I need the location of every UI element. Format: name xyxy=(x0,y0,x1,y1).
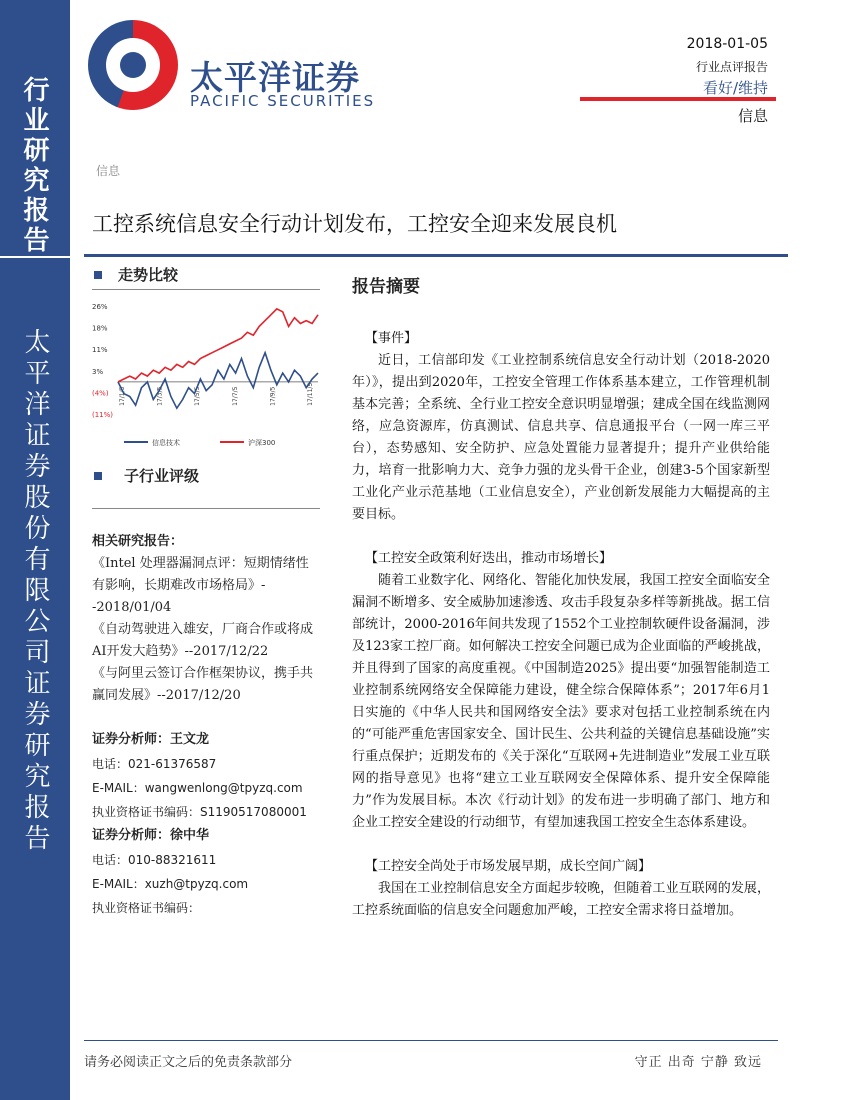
footer-disclaimer: 请务必阅读正文之后的免责条款部分 xyxy=(84,1055,293,1070)
title-rule xyxy=(84,254,788,257)
y-tick-label: (4%) xyxy=(92,389,109,398)
section-head: 【工控安全政策利好迭出，推动市场增长】 xyxy=(365,551,613,566)
sub-rating-rule xyxy=(92,508,320,509)
related-list xyxy=(92,553,320,707)
analyst-cert: 执业资格证书编码： xyxy=(92,901,201,915)
report-type: 行业点评报告 xyxy=(695,60,768,74)
y-tick-label: 11% xyxy=(92,346,108,355)
section-head: 【工控安全尚处于市场发展早期，成长空间广阔】 xyxy=(365,859,652,874)
trend-chart-svg xyxy=(90,296,326,456)
analyst-email[interactable]: E-MAIL：wangwenlong@tpyzq.com xyxy=(92,781,303,795)
sidebar-bottom-label: 太平洋证券股份有限公司证券研究报告 xyxy=(20,328,50,855)
x-tick-label: 17/3/5 xyxy=(156,386,164,406)
related-report-item[interactable]: 《Intel 处理器漏洞点评：短期情绪性有影响，长期难改市场格局》--2018/01/04 xyxy=(92,556,309,615)
section-head: 【事件】 xyxy=(365,331,418,346)
header-red-rule xyxy=(580,97,776,101)
sidebar-top xyxy=(0,0,70,258)
footer-motto: 守正 出奇 宁静 致远 xyxy=(634,1055,762,1070)
y-tick-label: 18% xyxy=(92,324,108,333)
legend-label: 信息技术 xyxy=(152,439,180,447)
analyst-name: 证券分析师：徐中华 xyxy=(92,828,210,843)
analyst-phone: 电话：021-61376587 xyxy=(92,757,217,771)
analyst-cert: 执业资格证书编码：S1190517080001 xyxy=(92,805,307,819)
footer-rule xyxy=(84,1040,778,1041)
section-paragraph: 随着工业数字化、网络化、智能化加快发展，我国工控安全面临安全漏洞不断增多、安全威胁加速渗透、攻击手段复杂多样等新挑战。据工信部统计，2000-2016年间共发现了1552个工业控制软硬件设备漏洞，涉及123家工控厂商。如何解决工控安全问题已成为企业面临的严峻挑战，并且得到了国家的高度重视。《中国制造2025》提出要“加强智能制造工业控制系统网络安全保障能力建设，健全综合保障体系”；2017年6月1日实施的《中华人民共和国网络安全法》要求对包括工业控制系统在内的“可能严重危害国家安全、国计民生、公共利益的关键信息基础设施”实行重点保护；近期发布的《关于深化“互联网+先进制造业”发展工业互联网的指导意见》也将“建立工业互联网安全保障体系、提升安全保障能力”作为发展目标。本次《行动计划》的发布进一步明确了部门、地方和企业工控安全建设的行动细节，有望加速我国工控安全生态体系建设。 xyxy=(352,573,770,830)
analyst-email[interactable]: E-MAIL：xuzh@tpyzq.com xyxy=(92,877,249,891)
category-label: 信息 xyxy=(96,164,121,178)
analyst-name: 证券分析师：王文龙 xyxy=(92,732,210,747)
analyst-block xyxy=(92,728,320,920)
x-tick-label: 17/11/5 xyxy=(307,382,314,406)
logo-core xyxy=(120,52,146,78)
related-report-item[interactable]: 《自动驾驶进入雄安，厂商合作或将成AI开发大趋势》--2017/12/22 xyxy=(92,622,314,659)
section-bullet xyxy=(94,271,102,279)
section-paragraph: 我国在工业控制信息安全方面起步较晚，但随着工业互联网的发展，工控系统面临的信息安全问题愈加严峻，工控安全需求将日益增加。 xyxy=(352,881,770,918)
trend-chart xyxy=(90,296,326,456)
page-title: 工控系统信息安全行动计划发布，工控安全迎来发展良机 xyxy=(92,212,617,236)
sidebar-top-label: 行业研究报告 xyxy=(19,76,49,256)
x-tick-label: 17/1/5 xyxy=(119,386,126,406)
trend-title: 走势比较 xyxy=(118,266,179,284)
industry: 信息 xyxy=(737,107,768,125)
related-title: 相关研究报告： xyxy=(92,534,184,549)
rating: 看好/维持 xyxy=(702,79,768,97)
logo-name-cn: 太平洋证券 xyxy=(190,58,360,97)
trend-rule xyxy=(92,289,320,290)
section-bullet xyxy=(94,472,102,480)
sub-rating-title: 子行业评级 xyxy=(124,467,200,485)
logo-name-en: PACIFIC SECURITIES xyxy=(190,92,376,110)
summary-title: 报告摘要 xyxy=(352,277,420,297)
y-tick-label: (11%) xyxy=(92,411,114,419)
series-line xyxy=(118,353,318,409)
summary-body xyxy=(352,328,770,922)
analyst-phone: 电话：010-88321611 xyxy=(92,853,217,867)
report-date: 2018-01-05 xyxy=(686,36,768,52)
sidebar-bottom xyxy=(0,258,70,1100)
y-tick-label: 26% xyxy=(92,303,108,311)
y-tick-label: 3% xyxy=(92,367,104,376)
x-tick-label: 17/7/5 xyxy=(231,386,239,406)
related-report-item[interactable]: 《与阿里云签订合作框架协议，携手共赢同发展》--2017/12/20 xyxy=(92,666,314,703)
legend-label: 沪深300 xyxy=(248,439,276,447)
x-tick-label: 17/9/5 xyxy=(269,386,277,406)
x-tick-label: 17/5/5 xyxy=(194,386,202,406)
section-paragraph: 近日，工信部印发《工业控制系统信息安全行动计划（2018-2020年）》，提出到2020年，工控安全管理工作体系基本建立，工作管理机制基本完善；全系统、全行业工控安全意识明显增强；建成全国在线监测网络，应急资源库，仿真测试、信息共享、信息通报平台（一网一库三平台），态势感知、安全防护、应急处置能力显著提升；提升产业供给能力，培育一批影响力大、竞争力强的龙头骨干企业，创建3-5个国家新型工业化产业示范基地（工业信息安全），产业创新发展能力大幅提高的主要目标。 xyxy=(352,353,770,522)
